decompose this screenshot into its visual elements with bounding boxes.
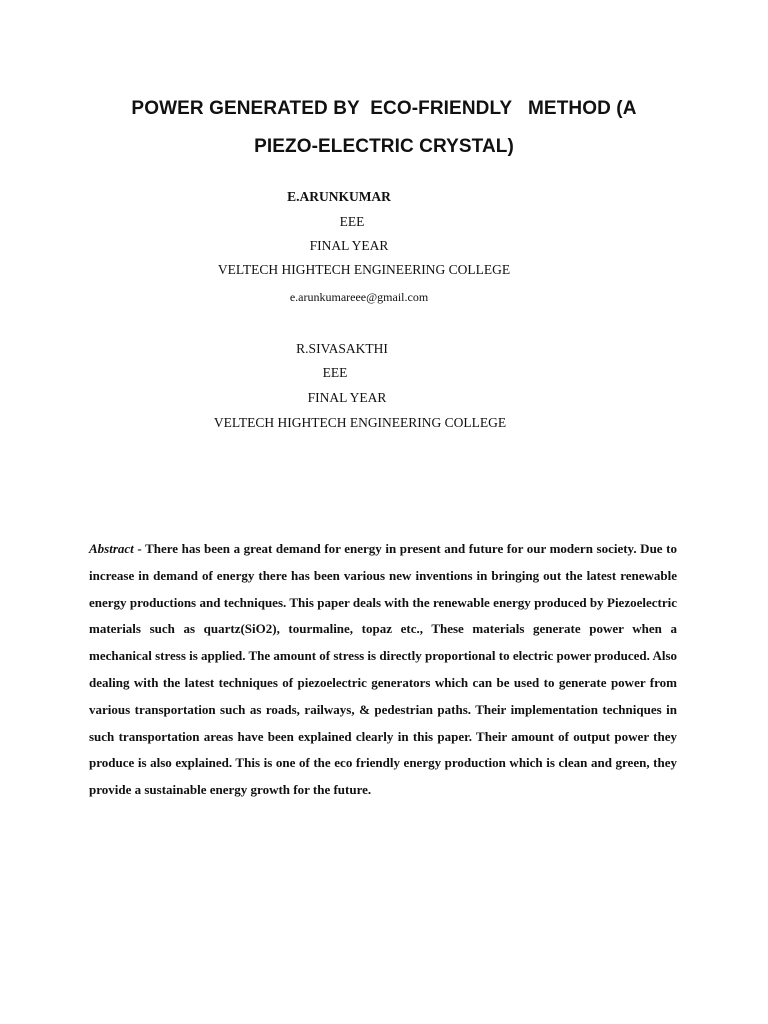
abstract-label: Abstract xyxy=(89,541,134,556)
abstract-text: There has been a great demand for energy in present and future for our modern society. Due to increase in demand of energy there has been various new inventions in bringing out the latest renewable energy productions and techniques. This paper deals with the renewable energy produced by Piezoelectric materials such as quartz(SiO2), tourmaline, topaz etc., These materials generate power when a mechanical stress is applied. The amount of stress is directly proportional to electric power produced. Also dealing with the latest techniques of piezoelectric generators which can be used to generate power from various transportation such as roads, railways, & pedestrian paths. Their implementation techniques in such transportation areas have been explained clearly in this paper. Their amount of output power they produce is also explained. This is one of the eco friendly energy production which is clean and green, they provide a sustainable energy growth for the future. xyxy=(89,541,678,798)
author-2-department: EEE xyxy=(322,365,348,380)
author-2-name: R.SIVASAKTHI xyxy=(296,341,388,356)
author-1-department: EEE xyxy=(339,214,365,229)
author-2-college: VELTECH HIGHTECH ENGINEERING COLLEGE xyxy=(213,415,507,430)
author-1-year: FINAL YEAR xyxy=(309,238,389,253)
author-2-year: FINAL YEAR xyxy=(307,390,387,405)
author-1-name: E.ARUNKUMAR xyxy=(287,189,391,204)
abstract-separator: - xyxy=(133,541,146,556)
abstract-paragraph xyxy=(89,536,677,804)
paper-title-line-2: PIEZO-ELECTRIC CRYSTAL) xyxy=(254,136,514,157)
paper-title-line-1: POWER GENERATED BY ECO-FRIENDLY METHOD (A xyxy=(131,98,637,119)
author-1-college: VELTECH HIGHTECH ENGINEERING COLLEGE xyxy=(217,262,511,277)
author-1-email: e.arunkumareee@gmail.com xyxy=(289,290,429,304)
paper-title xyxy=(60,90,708,166)
